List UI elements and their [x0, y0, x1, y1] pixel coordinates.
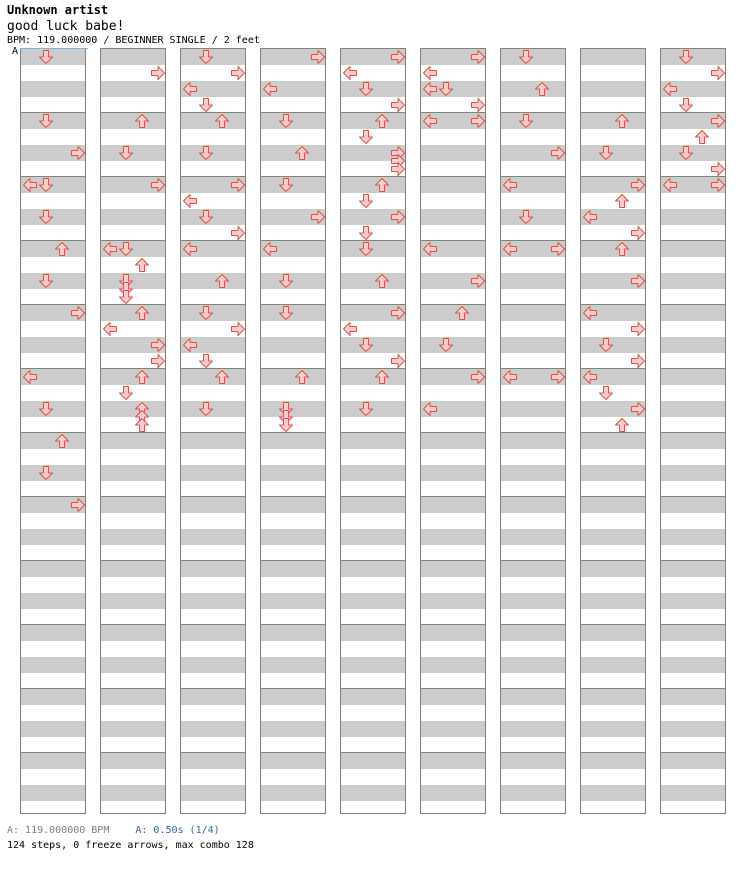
measure-line — [21, 432, 85, 433]
step-arrow-down-icon — [438, 81, 454, 97]
step-arrow-down-icon — [358, 81, 374, 97]
step-arrow-right-icon — [470, 113, 486, 129]
step-arrow-up-icon — [614, 193, 630, 209]
measure-line — [21, 624, 85, 625]
measure-line — [661, 752, 725, 753]
step-arrow-down-icon — [358, 337, 374, 353]
step-arrow-right-icon — [390, 49, 406, 65]
step-arrow-right-icon — [310, 209, 326, 225]
step-arrow-down-icon — [198, 49, 214, 65]
measure-line — [661, 304, 725, 305]
measure-line — [261, 688, 325, 689]
step-arrow-down-icon — [518, 209, 534, 225]
step-arrow-left-icon — [582, 305, 598, 321]
measure-line — [21, 560, 85, 561]
chart-column-h — [580, 48, 646, 814]
step-arrow-up-icon — [534, 81, 550, 97]
step-arrow-up-icon — [374, 369, 390, 385]
measure-line — [181, 624, 245, 625]
step-arrow-left-icon — [182, 241, 198, 257]
measure-line — [501, 624, 565, 625]
step-arrow-left-icon — [662, 81, 678, 97]
step-arrow-right-icon — [70, 145, 86, 161]
step-arrow-down-icon — [38, 465, 54, 481]
step-arrow-up-icon — [614, 241, 630, 257]
measure-line — [501, 688, 565, 689]
step-arrow-right-icon — [710, 177, 726, 193]
step-arrow-right-icon — [470, 273, 486, 289]
measure-line — [421, 176, 485, 177]
step-arrow-down-icon — [358, 241, 374, 257]
step-arrow-left-icon — [182, 81, 198, 97]
step-arrow-left-icon — [582, 209, 598, 225]
measure-line — [421, 688, 485, 689]
measure-line — [181, 752, 245, 753]
step-arrow-down-icon — [198, 145, 214, 161]
step-arrow-down-icon — [38, 177, 54, 193]
step-arrow-up-icon — [134, 305, 150, 321]
measure-line — [661, 432, 725, 433]
chart-column-i — [660, 48, 726, 814]
step-arrow-right-icon — [470, 49, 486, 65]
measure-line — [661, 688, 725, 689]
step-arrow-left-icon — [502, 369, 518, 385]
measure-line — [581, 496, 645, 497]
chart-column-d — [260, 48, 326, 814]
measure-line — [261, 560, 325, 561]
step-arrow-down-icon — [38, 209, 54, 225]
artist-name: Unknown artist — [7, 3, 109, 17]
step-arrow-down-icon — [598, 145, 614, 161]
measure-line — [261, 752, 325, 753]
step-arrow-down-icon — [198, 97, 214, 113]
step-arrow-down-icon — [678, 97, 694, 113]
step-arrow-right-icon — [550, 241, 566, 257]
measure-line — [501, 432, 565, 433]
measure-line — [341, 432, 405, 433]
step-arrow-right-icon — [630, 225, 646, 241]
chart-column-b — [100, 48, 166, 814]
step-arrow-right-icon — [630, 273, 646, 289]
step-arrow-right-icon — [630, 353, 646, 369]
step-arrow-up-icon — [134, 113, 150, 129]
step-arrow-left-icon — [102, 241, 118, 257]
step-arrow-up-icon — [134, 257, 150, 273]
measure-line — [501, 752, 565, 753]
step-arrow-down-icon — [278, 417, 294, 433]
step-arrow-up-icon — [454, 305, 470, 321]
measure-line — [261, 496, 325, 497]
measure-line — [261, 624, 325, 625]
step-arrow-right-icon — [390, 353, 406, 369]
step-arrow-down-icon — [518, 49, 534, 65]
step-arrow-left-icon — [22, 177, 38, 193]
chart-info: BPM: 119.000000 / BEGINNER SINGLE / 2 feet — [7, 35, 260, 46]
step-arrow-down-icon — [358, 401, 374, 417]
measure-line — [341, 560, 405, 561]
step-arrow-up-icon — [374, 273, 390, 289]
step-arrow-up-icon — [134, 369, 150, 385]
measure-line — [661, 496, 725, 497]
chart-column-e — [340, 48, 406, 814]
measure-line — [661, 240, 725, 241]
step-arrow-up-icon — [294, 145, 310, 161]
step-arrow-left-icon — [342, 65, 358, 81]
step-arrow-down-icon — [198, 401, 214, 417]
chart-column-a — [20, 48, 86, 814]
step-arrow-up-icon — [134, 417, 150, 433]
measure-line — [21, 688, 85, 689]
step-arrow-down-icon — [198, 305, 214, 321]
step-arrow-down-icon — [118, 241, 134, 257]
step-arrow-right-icon — [70, 497, 86, 513]
step-arrow-up-icon — [614, 417, 630, 433]
measure-line — [181, 688, 245, 689]
step-arrow-up-icon — [214, 369, 230, 385]
step-arrow-down-icon — [198, 353, 214, 369]
step-arrow-down-icon — [38, 113, 54, 129]
step-arrow-right-icon — [710, 113, 726, 129]
step-arrow-right-icon — [390, 305, 406, 321]
step-arrow-right-icon — [390, 97, 406, 113]
measure-line — [341, 752, 405, 753]
step-arrow-left-icon — [182, 337, 198, 353]
measure-line — [661, 624, 725, 625]
measure-line — [581, 560, 645, 561]
step-arrow-right-icon — [630, 401, 646, 417]
step-arrow-left-icon — [422, 81, 438, 97]
measure-line — [581, 112, 645, 113]
step-arrow-right-icon — [230, 225, 246, 241]
step-arrow-up-icon — [214, 273, 230, 289]
step-arrow-right-icon — [550, 369, 566, 385]
step-arrow-left-icon — [102, 321, 118, 337]
step-arrow-right-icon — [150, 65, 166, 81]
step-arrow-up-icon — [374, 113, 390, 129]
step-arrow-right-icon — [710, 65, 726, 81]
footer-offset: A: 0.50s (1/4) — [135, 825, 220, 836]
measure-line — [661, 368, 725, 369]
step-arrow-down-icon — [438, 337, 454, 353]
step-arrow-left-icon — [22, 369, 38, 385]
step-arrow-right-icon — [230, 177, 246, 193]
step-arrow-right-icon — [230, 65, 246, 81]
measure-line — [261, 368, 325, 369]
step-arrow-left-icon — [662, 177, 678, 193]
step-arrow-up-icon — [294, 369, 310, 385]
step-arrow-down-icon — [678, 145, 694, 161]
measure-line — [581, 752, 645, 753]
step-arrow-right-icon — [150, 337, 166, 353]
step-arrow-down-icon — [598, 385, 614, 401]
measure-line — [181, 560, 245, 561]
step-arrow-up-icon — [694, 129, 710, 145]
step-arrow-right-icon — [710, 161, 726, 177]
measure-line — [181, 496, 245, 497]
step-arrow-right-icon — [230, 321, 246, 337]
step-arrow-right-icon — [630, 321, 646, 337]
step-arrow-up-icon — [54, 241, 70, 257]
step-arrow-up-icon — [374, 177, 390, 193]
measure-line — [661, 560, 725, 561]
footer-stats: 124 steps, 0 freeze arrows, max combo 128 — [7, 840, 254, 851]
step-arrow-right-icon — [390, 161, 406, 177]
step-arrow-right-icon — [550, 145, 566, 161]
step-arrow-right-icon — [70, 305, 86, 321]
measure-line — [101, 560, 165, 561]
measure-line — [501, 304, 565, 305]
step-arrow-right-icon — [310, 49, 326, 65]
measure-line — [101, 752, 165, 753]
step-arrow-left-icon — [422, 113, 438, 129]
measure-line — [581, 624, 645, 625]
step-arrow-up-icon — [614, 113, 630, 129]
step-arrow-left-icon — [582, 369, 598, 385]
step-arrow-down-icon — [358, 225, 374, 241]
measure-line — [421, 304, 485, 305]
step-arrow-down-icon — [38, 49, 54, 65]
measure-line — [581, 432, 645, 433]
measure-line — [421, 496, 485, 497]
chart-column-f — [420, 48, 486, 814]
step-arrow-right-icon — [150, 177, 166, 193]
step-arrow-down-icon — [118, 145, 134, 161]
step-arrow-down-icon — [358, 129, 374, 145]
step-arrow-down-icon — [198, 209, 214, 225]
step-arrow-down-icon — [278, 305, 294, 321]
measure-line — [341, 688, 405, 689]
step-arrow-down-icon — [118, 385, 134, 401]
measure-line — [181, 432, 245, 433]
step-arrow-right-icon — [150, 353, 166, 369]
measure-line — [101, 688, 165, 689]
step-arrow-down-icon — [518, 113, 534, 129]
measure-line — [21, 752, 85, 753]
step-arrow-left-icon — [422, 65, 438, 81]
step-arrow-right-icon — [470, 369, 486, 385]
step-arrow-right-icon — [390, 209, 406, 225]
measure-line — [101, 496, 165, 497]
step-arrow-down-icon — [38, 401, 54, 417]
footer-timing — [7, 825, 220, 836]
step-arrow-up-icon — [54, 433, 70, 449]
step-arrow-down-icon — [678, 49, 694, 65]
step-arrow-left-icon — [262, 81, 278, 97]
measure-line — [581, 688, 645, 689]
measure-line — [421, 432, 485, 433]
measure-line — [101, 112, 165, 113]
measure-line — [421, 560, 485, 561]
step-arrow-left-icon — [182, 193, 198, 209]
chart-column-c — [180, 48, 246, 814]
measure-line — [341, 496, 405, 497]
bpm-marker-label: A — [12, 46, 19, 57]
step-arrow-down-icon — [38, 273, 54, 289]
step-arrow-left-icon — [422, 401, 438, 417]
footer-bpm: A: 119.000000 BPM — [7, 825, 110, 836]
measure-line — [501, 560, 565, 561]
step-arrow-left-icon — [502, 241, 518, 257]
measure-line — [21, 240, 85, 241]
step-arrow-up-icon — [214, 113, 230, 129]
step-arrow-down-icon — [278, 273, 294, 289]
measure-line — [101, 432, 165, 433]
bpm-marker-line — [20, 48, 88, 49]
step-arrow-right-icon — [630, 177, 646, 193]
step-arrow-left-icon — [342, 321, 358, 337]
measure-line — [501, 496, 565, 497]
step-arrow-down-icon — [598, 337, 614, 353]
song-title: good luck babe! — [7, 19, 125, 34]
step-arrow-left-icon — [502, 177, 518, 193]
measure-line — [421, 624, 485, 625]
step-arrow-down-icon — [358, 193, 374, 209]
step-arrow-right-icon — [470, 97, 486, 113]
step-arrow-left-icon — [422, 241, 438, 257]
chart-column-g — [500, 48, 566, 814]
step-arrow-down-icon — [278, 177, 294, 193]
step-arrow-left-icon — [262, 241, 278, 257]
step-arrow-down-icon — [278, 113, 294, 129]
measure-line — [341, 624, 405, 625]
measure-line — [101, 624, 165, 625]
step-arrow-down-icon — [118, 289, 134, 305]
measure-line — [421, 752, 485, 753]
